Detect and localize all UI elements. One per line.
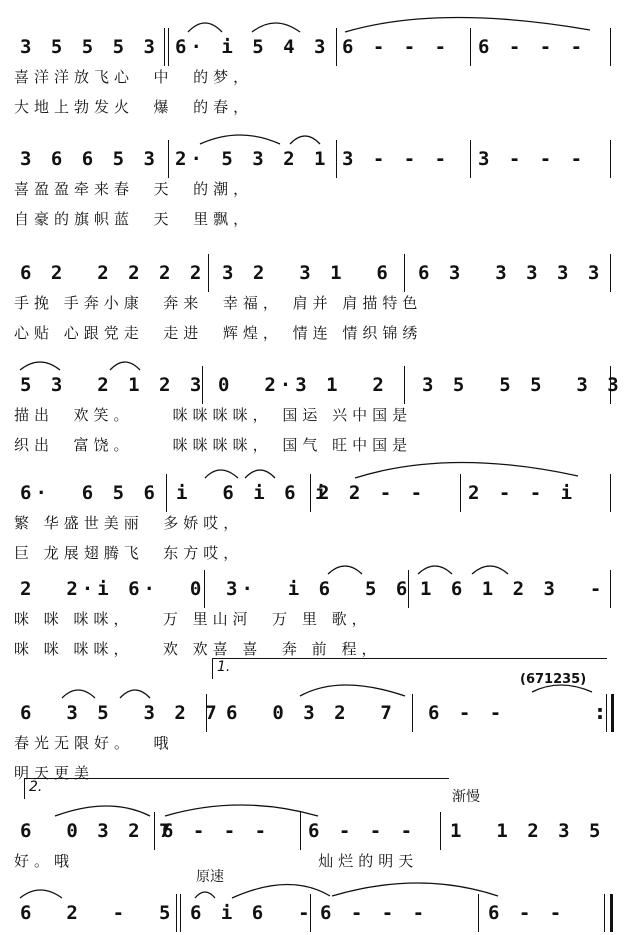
lyric-line: 好。哦 灿烂的明天 [14,852,419,870]
barline [611,694,614,732]
measure: 6 2 2 2 2 2 [20,262,206,284]
measure: 3· i 6 5 6 [226,578,412,600]
measure: 6 - - [428,702,506,724]
measure: 2 2·i 6· 0 [20,578,206,600]
measure: 3 5 5 5 3 [20,36,159,58]
lyric-line: 巨 龙展翅腾飞 东方哎， [14,544,244,562]
measure: 6 - - - [162,820,271,842]
tempo-marking: 渐慢 [452,789,480,805]
lyric-line: 春光无限好。 哦 [14,734,174,752]
barline [336,28,337,66]
measure: 6 - - - [320,902,429,924]
lyric-line: 咪 咪 咪咪， 万 里山河 万 里 歌， [14,610,372,628]
measure: 1 6 1 2 3 - [420,578,606,600]
lyric-line: 大地上勃发火 爆 的春， [14,98,254,116]
lyric-line: 明天更美 [14,764,95,782]
barline [610,140,611,178]
barline [478,894,479,932]
lyric-line: 描出 欢笑。 咪咪咪咪， 国运 兴中国是 [14,406,413,424]
barline [310,894,311,932]
barline [300,812,301,850]
repeat-sign: : [596,700,604,724]
barline [168,140,169,178]
barline [208,254,209,292]
measure: 6 3 3 3 3 3 [418,262,604,284]
lyric-line: 手挽 手奔小康 奔来 幸福， 肩并 肩描特色 [14,294,423,312]
tempo-marking: 原速 [196,869,224,885]
barline [204,570,205,608]
measure: 5 3 2 1 2 3 [20,374,206,396]
grace-notes: (671235) [520,672,587,687]
barline [440,812,441,850]
measure: 0 2·3 1 2 [218,374,388,396]
barline [206,694,207,732]
lyric-line: 喜盈盈牵来春 天 的潮， [14,180,254,198]
barline [610,366,611,404]
barline [412,694,413,732]
lyric-line: 咪 咪 咪咪， 欢 欢喜 喜 奔 前 程， [14,640,382,658]
measure: 6· i 5 4 3 [175,36,330,58]
lyric-line: 繁 华盛世美丽 多娇哎， [14,514,244,532]
measure: i 6 i 6 i [176,482,331,504]
barline [336,140,337,178]
barline [470,28,471,66]
barline [154,812,155,850]
measure: 6 2 - 5 [20,902,175,924]
barline [202,366,203,404]
barline [610,28,611,66]
barline [610,254,611,292]
measure: 6· 6 5 6 [20,482,159,504]
barline [310,474,311,512]
measure: 2 2 - - [318,482,427,504]
barline [176,894,177,932]
measure: 6 - - - [478,36,587,58]
barline [404,366,405,404]
measure: 1 1 2 3 5 [450,820,605,842]
measure: 6 - - - [308,820,417,842]
barline [610,474,611,512]
measure: 6 0 3 2 7 [226,702,396,724]
barline [604,894,605,932]
measure: 3 - - - [478,148,587,170]
measure: 3 2 3 1 6 [222,262,392,284]
barline [470,140,471,178]
measure: 6 0 3 2 7 [20,820,175,842]
measure: 3 - - - [342,148,451,170]
lyric-line: 自豪的旗帜蓝 天 里飘， [14,210,254,228]
measure: 6 i 6 - [190,902,314,924]
barline [460,474,461,512]
measure: 2 - - i [468,482,577,504]
lyric-line: 喜洋洋放飞心 中 的梦， [14,68,254,86]
measure: 6 3 5 3 2 7 [20,702,221,724]
barline [168,28,169,66]
barline [404,254,405,292]
lyric-line: 心贴 心跟党走 走进 辉煌， 情连 情织锦绣 [14,324,423,342]
barline [164,28,165,66]
measure: 6 - - [488,902,566,924]
barline [408,570,409,608]
barline [180,894,181,932]
barline [610,570,611,608]
measure: 3 5 5 5 3 3 [422,374,623,396]
volta-bracket-2: 2. [24,778,449,799]
volta-bracket-1: 1. [212,658,607,679]
lyric-line: 织出 富饶。 咪咪咪咪， 国气 旺中国是 [14,436,413,454]
barline [610,894,613,932]
barline [166,474,167,512]
measure: 6 - - - [342,36,451,58]
barline [606,694,607,732]
measure: 2· 5 3 2 1 [175,148,330,170]
measure: 3 6 6 5 3 [20,148,159,170]
